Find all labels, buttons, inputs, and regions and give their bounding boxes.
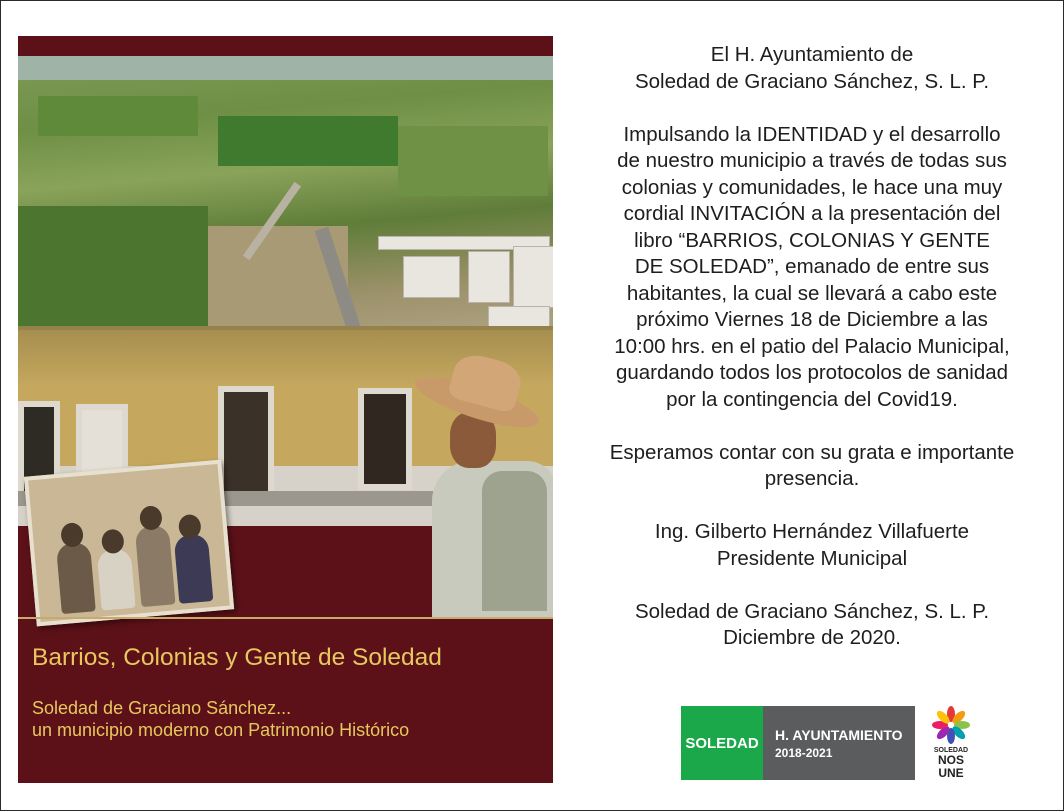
soledad-logo	[681, 706, 763, 780]
period-text: 2018-2021	[775, 746, 833, 760]
body-line: por la contingencia del Covid19.	[666, 387, 958, 411]
ayuntamiento-text: H. AYUNTAMIENTO	[775, 727, 903, 743]
signer-name: Ing. Gilberto Hernández Villafuerte	[654, 520, 970, 543]
body-line: Impulsando la IDENTIDAD y el desarrollo	[623, 122, 1001, 146]
man-with-hat-photo	[412, 346, 553, 614]
emblem-small-text: SOLEDAD	[933, 747, 969, 754]
soledad-nos-une-emblem	[928, 704, 974, 782]
emblem-line2: UNE	[938, 766, 964, 780]
door	[218, 386, 274, 498]
emblem-line1: NOS	[937, 753, 964, 767]
date: Diciembre de 2020.	[723, 626, 901, 649]
body-line: de nuestro municipio a través de todas sus	[617, 149, 1007, 172]
soledad-logo-text: SOLEDAD	[685, 734, 759, 752]
signer-title: Presidente Municipal	[716, 546, 908, 570]
gold-divider	[18, 617, 553, 619]
body-line: 10:00 hrs. en el patio del Palacio Municipal,	[614, 334, 1010, 358]
cover-title: Barrios, Colonias y Gente de Soledad	[32, 644, 442, 671]
pinwheel-icon	[928, 704, 974, 748]
body-line: DE SOLEDAD”, emanado de entre sus	[634, 255, 990, 278]
body-line: próximo Viernes 18 de Diciembre a las	[636, 308, 988, 331]
header-line1: El H. Ayuntamiento de	[710, 43, 914, 66]
cover-subtitle-line2: un municipio moderno con Patrimonio Histórico	[32, 720, 410, 740]
body-line: libro “BARRIOS, COLONIAS Y GENTE	[634, 228, 990, 252]
vintage-children-photo	[24, 460, 234, 627]
body-line: cordial INVITACIÓN a la presentación del	[623, 202, 1001, 225]
closing-line1: Esperamos contar con su grata e importante	[609, 440, 1015, 464]
closing-line2: presencia.	[764, 467, 860, 490]
body-line: habitantes, la cual se llevará a cabo este	[626, 281, 998, 305]
body-line: guardando todos los protocolos de sanidad	[615, 361, 1009, 384]
header-line2: Soledad de Graciano Sánchez, S. L. P.	[634, 69, 990, 93]
cover-subtitle-line1: Soledad de Graciano Sánchez...	[32, 698, 292, 718]
cover-subtitle	[32, 697, 542, 741]
place: Soledad de Graciano Sánchez, S. L. P.	[634, 599, 990, 623]
aerial-photo	[18, 56, 553, 348]
window	[358, 388, 412, 490]
invitation-text	[566, 42, 1058, 652]
book-cover	[18, 36, 553, 783]
body-line: colonias y comunidades, le hace una muy	[621, 175, 1003, 199]
ayuntamiento-logo	[763, 706, 915, 780]
